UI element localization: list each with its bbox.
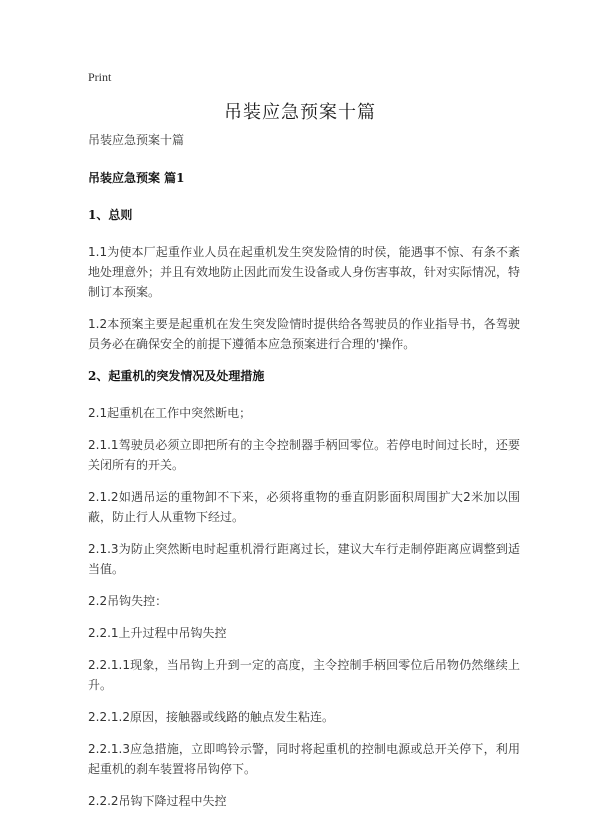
section-heading: 吊装应急预案 篇1 xyxy=(88,171,185,185)
print-link[interactable]: Print xyxy=(88,70,112,84)
paragraph-2-2-1-3: 2.2.1.3应急措施，立即鸣铃示警，同时将起重机的控制电源或总开关停下，利用起重机的刹车装置将吊钩停下。 xyxy=(88,742,520,776)
paragraph-1-1: 1.1为使本厂起重作业人员在起重机发生突发险情的时侯，能遇事不惊、有条不紊地处理意外；并且有效地防止因此而发生设备或人身伤害事故，针对实际情况，特制订本预案。 xyxy=(88,245,521,299)
paragraph-2-1-2: 2.1.2如遇吊运的重物卸不下来，必须将重物的垂直阴影面积周围扩大2米加以围蔽，防止行人从重物下经过。 xyxy=(88,490,520,524)
paragraph-2-2-2: 2.2.2吊钩下降过程中失控 xyxy=(88,794,227,808)
document-body xyxy=(88,130,520,823)
paragraph-2-1-3: 2.1.3为防止突然断电时起重机滑行距离过长，建议大车行走制停距离应调整到适当值。 xyxy=(88,542,520,576)
paragraph-2-2-1-1: 2.2.1.1现象，当吊钩上升到一定的高度，主令控制手柄回零位后吊物仍然继续上升。 xyxy=(88,658,520,692)
heading-emergency-handling: 2、起重机的突发情况及处理措施 xyxy=(88,369,265,383)
document-subtitle: 吊装应急预案十篇 xyxy=(88,133,185,147)
heading-general: 1、总则 xyxy=(88,208,133,222)
paragraph-2-1-1: 2.1.1驾驶员必须立即把所有的主令控制器手柄回零位。若停电时间过长时，还要关闭所有的开关。 xyxy=(88,438,520,472)
page-title: 吊装应急预案十篇 xyxy=(224,102,376,123)
paragraph-2-2: 2.2吊钩失控： xyxy=(88,594,168,608)
paragraph-2-2-1-2: 2.2.1.2原因，接触器或线路的触点发生粘连。 xyxy=(88,710,334,724)
paragraph-2-2-1: 2.2.1上升过程中吊钩失控 xyxy=(88,626,227,640)
paragraph-2-1: 2.1起重机在工作中突然断电； xyxy=(88,406,252,420)
paragraph-1-2: 1.2本预案主要是起重机在发生突发险情时提供给各驾驶员的作业指导书，各驾驶员务必在确保安全的前提下遵循本应急预案进行合理的'操作。 xyxy=(88,317,520,351)
